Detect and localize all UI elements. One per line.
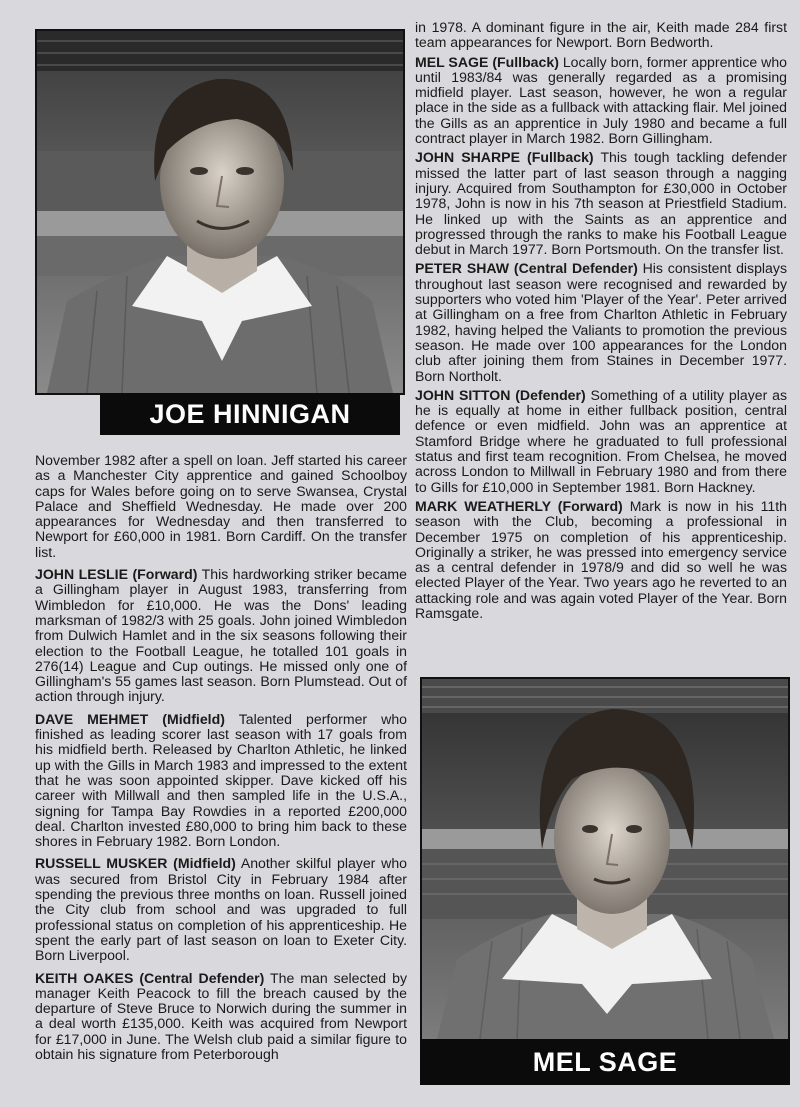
player-name: JOHN SHARPE (Fullback) — [415, 149, 594, 166]
continued-paragraph: November 1982 after a spell on loan. Jeff started his career as a Manchester City apprentice and gained Schoolboy caps for Wales before going on to serve Swansea, Crystal Palace and Sheffield Wednesday. He made over 200 appearances for Wednesday and then transferred to Newport for £60,000 in 1981. Born Cardiff. On the transfer list. — [35, 452, 407, 560]
player-name: PETER SHAW (Central Defender) — [415, 260, 638, 277]
player-entry-leslie — [35, 567, 407, 705]
player-entry-oakes — [35, 971, 407, 1063]
player-name: DAVE MEHMET (Midfield) — [35, 710, 225, 727]
player-entry-sage — [415, 55, 787, 147]
player-bio: This tough tackling defender missed the latter part of last season through a nagging injury. Acquired from Southampton for £30,000 in October 1978, John is now in his 7th season at Priestfield Stadium. He linked up with the Saints as an apprentice and progressed through the ranks to make his Football League debut in March 1977. Born Portsmouth. On the transfer list. — [415, 149, 787, 258]
player-photo-sage — [420, 677, 790, 1041]
player-bio: This hardworking striker became a Gillingham player in August 1983, transferring from Wimbledon for £10,000. He was the Dons' leading marksman of 1982/3 with 25 goals. John joined Wimbledon from Dulwich Hamlet and in the six seasons following their election to the Football League, he totalled 101 goals in 276(14) League and Cup outings. He missed only one of Gillingham's 55 games last season. Born Plumstead. Out of action through injury. — [35, 566, 408, 705]
player-name: JOHN SITTON (Defender) — [415, 386, 586, 403]
player-name: MARK WEATHERLY (Forward) — [415, 497, 623, 514]
player-entry-musker — [35, 856, 407, 963]
portrait-image — [422, 679, 788, 1039]
player-photo-hinnigan — [35, 29, 405, 395]
left-text-column — [35, 453, 407, 1069]
player-bio: Something of a utility player as he is equally at home in either fullback position, central defence or even midfield. John was an apprentice at Stamford Bridge where he graduated to full professional status and first team recognition. From Chelsea, he moved across London to Millwall in February 1980 and from there to Gills for £10,000 in September 1981. Born Hackney. — [415, 386, 787, 495]
player-name: RUSSELL MUSKER (Midfield) — [35, 855, 236, 872]
player-bio: The man selected by manager Keith Peacock to fill the breach caused by the departure of Steve Bruce to Norwich during the summer in a deal worth £135,000. Keith was acquired from Newport for £17,000 in June. The Welsh club paid a similar figure to obtain his signature from Peterborough — [35, 969, 407, 1062]
photo-caption-hinnigan: JOE HINNIGAN — [100, 393, 400, 435]
player-bio: Mark is now in his 11th season with the Club, becoming a professional in December 1975 on completion of his apprenticeship. Originally a striker, he was pressed into emergency service as a central defender in 1978/9 and did so well he was elected Player of the Year. Two years ago he reverted to an attacking role and was again voted Player of the Year. Born Ramsgate. — [415, 497, 787, 621]
player-entry-shaw — [415, 261, 787, 383]
continued-paragraph: in 1978. A dominant figure in the air, Keith made 284 first team appearances for Newport. Born Bedworth. — [415, 19, 787, 51]
player-entry-sharpe — [415, 150, 787, 257]
portrait-image — [37, 31, 403, 393]
player-name: MEL SAGE (Fullback) — [415, 53, 559, 70]
player-name: KEITH OAKES (Central Defender) — [35, 969, 265, 986]
player-entry-mehmet — [35, 712, 407, 850]
player-bio: Talented performer who finished as leading scorer last season with 17 goals from his midfield berth. Released by Charlton Athletic, he linked up with the Gills in March 1983 and impressed to the extent that he was soon appointed skipper. Dave kicked off his career with Millwall and then sampled life in the U.S.A., signing for Tampa Bay Rowdies in a reported £200,000 deal. Charlton invested £80,000 to bring him back to these shores in February 1982. Born London. — [35, 710, 407, 850]
player-name: JOHN LESLIE (Forward) — [35, 566, 198, 583]
player-entry-sitton — [415, 388, 787, 495]
photo-caption-sage: MEL SAGE — [420, 1039, 790, 1085]
right-text-column — [415, 20, 787, 625]
player-bio: Another skilful player who was secured from Bristol City in February 1984 after spending the previous three months on loan. Russell joined the City club from school and was upgraded to full professional status on completion of his apprenticeship. He spent the early part of last season on loan to Exeter City. Born Liverpool. — [35, 855, 408, 964]
player-bio: Locally born, former apprentice who until 1983/84 was generally regarded as a promising midfield player. Last season, however, he won a regular place in the side as a fullback with attacking flair. Mel joined the Gills as an apprentice in July 1980 and became a full contract player in March 1982. Born Gillingham. — [415, 53, 787, 147]
player-bio: His consistent displays throughout last season were recognised and rewarded by supporters who voted him 'Player of the Year'. Peter arrived at Gillingham on a free from Charlton Athletic in February 1982, having helped the Valiants to promotion the previous season. He made over 100 appearances for the London club after joining them from Staines in December 1977. Born Northolt. — [415, 260, 787, 384]
player-entry-weatherly — [415, 499, 787, 621]
